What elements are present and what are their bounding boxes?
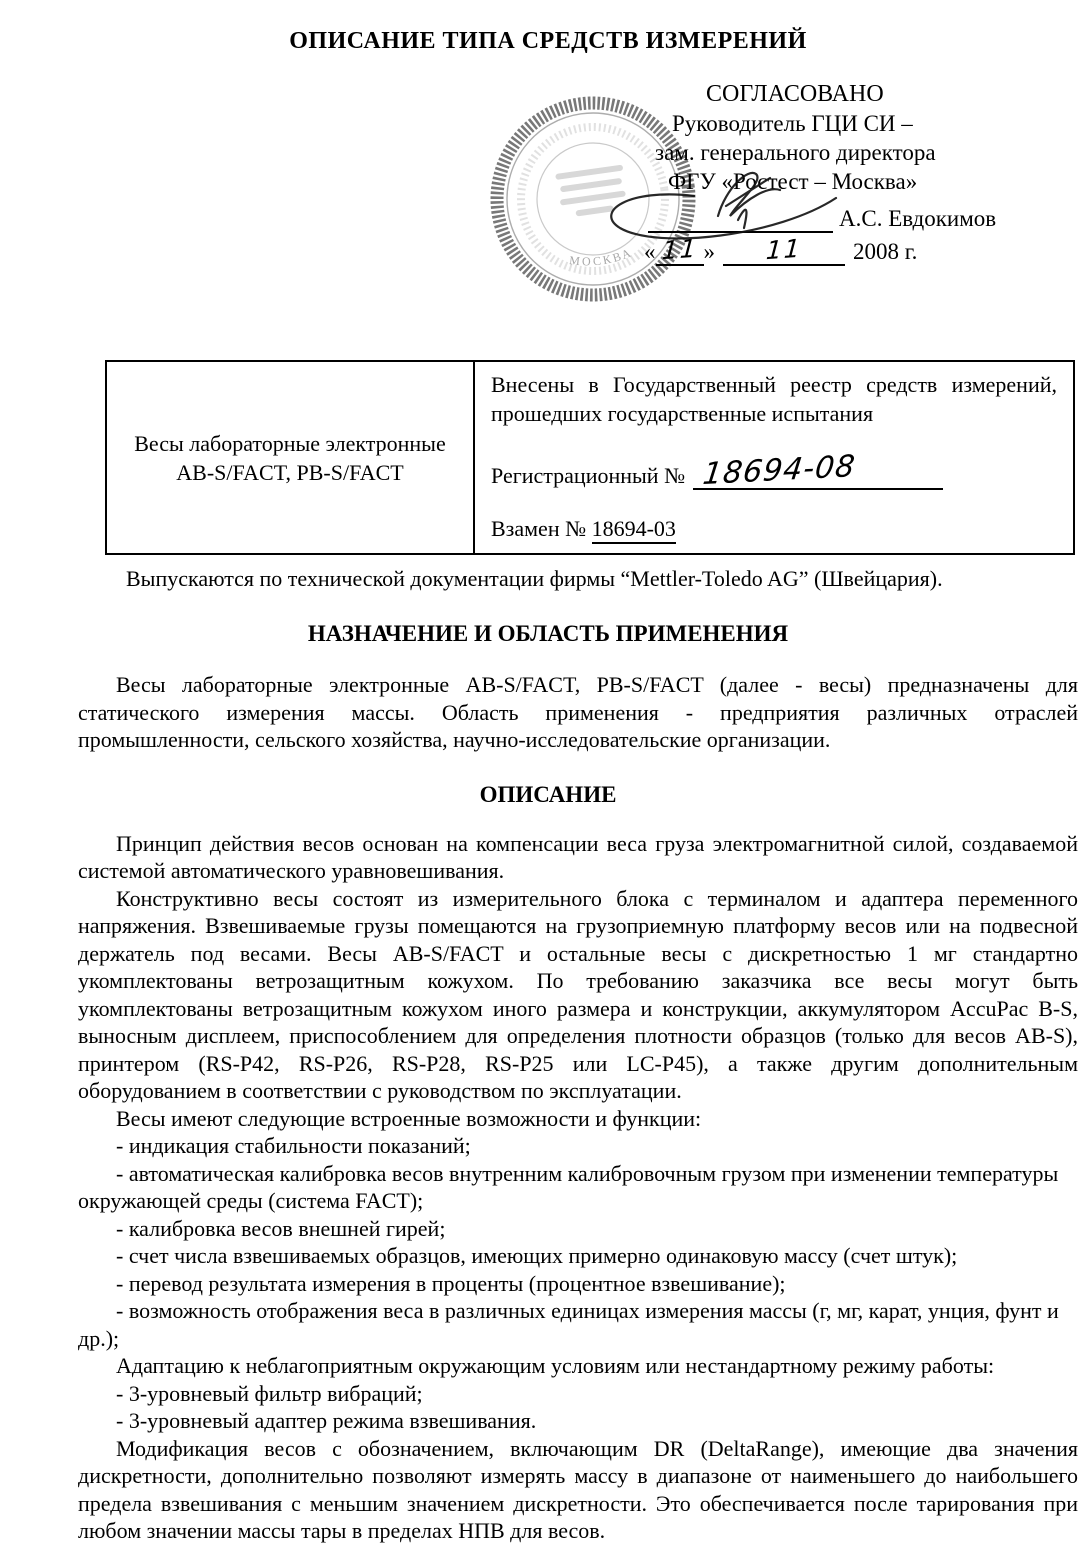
registration-number-line — [491, 448, 1057, 493]
feature-item: - индикация стабильности показаний; — [116, 1133, 471, 1158]
registration-label: Регистрационный № — [491, 463, 686, 488]
description-heading: ОПИСАНИЕ — [479, 781, 617, 807]
approver-role-line2: зам. генерального директора — [655, 140, 936, 165]
registry-entry-text: Внесены в Государственный реестр средств измерений, прошедших государственные испытания — [491, 372, 1057, 426]
approved-label: СОГЛАСОВАНО — [706, 81, 884, 107]
stamp-moskva-text: МОСКВА — [568, 244, 635, 269]
instrument-name-line1: Весы лабораторные электронные — [134, 430, 446, 456]
feature-item: - возможность отображения веса в различных единицах измерения массы (г, мг, карат, унция, фунт и др.); — [78, 1298, 1059, 1351]
approver-org: ФГУ «Ростест – Москва» — [668, 169, 918, 194]
signatory-name: А.С. Евдокимов — [839, 206, 997, 231]
handwritten-month: 11 — [765, 233, 803, 266]
registry-entry-cell — [475, 362, 1073, 553]
description-paragraph: Принцип действия весов основан на компенсации веса груза электромагнитной силой, создаваемой системой автоматического уравновешивания. — [78, 830, 1078, 883]
description-paragraph: Модификация весов с обозначением, включающим DR (DeltaRange), имеющие два значения дискретности, дополнительно позволяют измерять массу в диапазоне от наименьшего до наибольшего предела взвешивания с меньшим значением дискретности. Это обеспечивается после тарирования при любом значении массы тары в пределах НПВ для весов. — [78, 1435, 1078, 1543]
released-by-line: Выпускаются по технической документации фирмы “Mettler-Toledo AG” (Швейцария). — [126, 566, 943, 591]
instrument-name-line2: AB-S/FACT, PB-S/FACT — [176, 459, 404, 485]
close-quote: » — [703, 239, 715, 264]
open-quote: « — [644, 239, 656, 264]
description-paragraph: Конструктивно весы состоят из измерительного блока с терминалом и адаптера переменного напряжения. Взвешиваемые грузы помещаются на грузоприемную платформу весов или на подвесной держатель под весами. Весы AB-S/FACT и остальные весы с дискретностью 1 мг стандартно укомплектованы ветрозащитным кожухом. По требованию заказчика все весы могут быть укомплектованы ветрозащитным кожухом иного размера и конструкции, аккумулятором AccuPac B-S, выносным дисплеем, приспособлением для определения плотности образцов (только для весов AB-S), принтером (RS-P42, RS-P26, RS-P28, RS-P25 или LC-P45), а также другим дополнительным оборудованием в соответствии с руководством по эксплуатации. — [78, 885, 1078, 1103]
registration-number-blank — [693, 448, 943, 493]
feature-item: - автоматическая калибровка весов внутренним калибровочным грузом при изменении температуры окружающей среды (система FACT); — [78, 1160, 1059, 1213]
replaces-line — [491, 514, 1057, 543]
replaces-number: 18694-03 — [592, 516, 676, 544]
handwritten-registration-number: 18694-08 — [701, 448, 858, 493]
description-paragraph: Весы имеют следующие встроенные возможности и функции: — [116, 1105, 702, 1131]
approver-role-line1: Руководитель ГЦИ СИ – — [672, 111, 913, 136]
registry-table — [105, 360, 1075, 555]
handwritten-day: 11 — [660, 233, 699, 266]
instrument-name-cell — [107, 362, 475, 553]
feature-item: - 3-уровневый адаптер режима взвешивания. — [116, 1408, 537, 1433]
feature-item: - 3-уровневый фильтр вибраций; — [116, 1380, 423, 1406]
feature-item: - калибровка весов внешней гирей; — [116, 1215, 446, 1241]
feature-item: - счет числа взвешиваемых образцов, имеющих примерно одинаковую массу (счет штук); — [116, 1243, 958, 1268]
replaces-label: Взамен № — [491, 516, 587, 541]
description-paragraph: Адаптацию к неблагоприятным окружающим условиям или нестандартному режиму работы: — [116, 1353, 995, 1378]
page-title: ОПИСАНИЕ ТИПА СРЕДСТВ ИЗМЕРЕНИЙ — [289, 28, 807, 54]
purpose-paragraph: Весы лабораторные электронные AB-S/FACT, PB-S/FACT (далее - весы) предназначены для статического измерения массы. Область применения - предприятия различных отраслей промышленности, сельского хозяйства, научно-исследовательские организации. — [78, 672, 1078, 752]
purpose-section — [78, 671, 1078, 754]
date-year: 2008 г. — [853, 239, 918, 264]
description-section — [78, 830, 1078, 1545]
signature-flourish — [598, 158, 868, 258]
feature-item: - перевод результата измерения в проценты (процентное взвешивание); — [116, 1270, 786, 1296]
purpose-heading: НАЗНАЧЕНИЕ И ОБЛАСТЬ ПРИМЕНЕНИЯ — [307, 621, 789, 646]
